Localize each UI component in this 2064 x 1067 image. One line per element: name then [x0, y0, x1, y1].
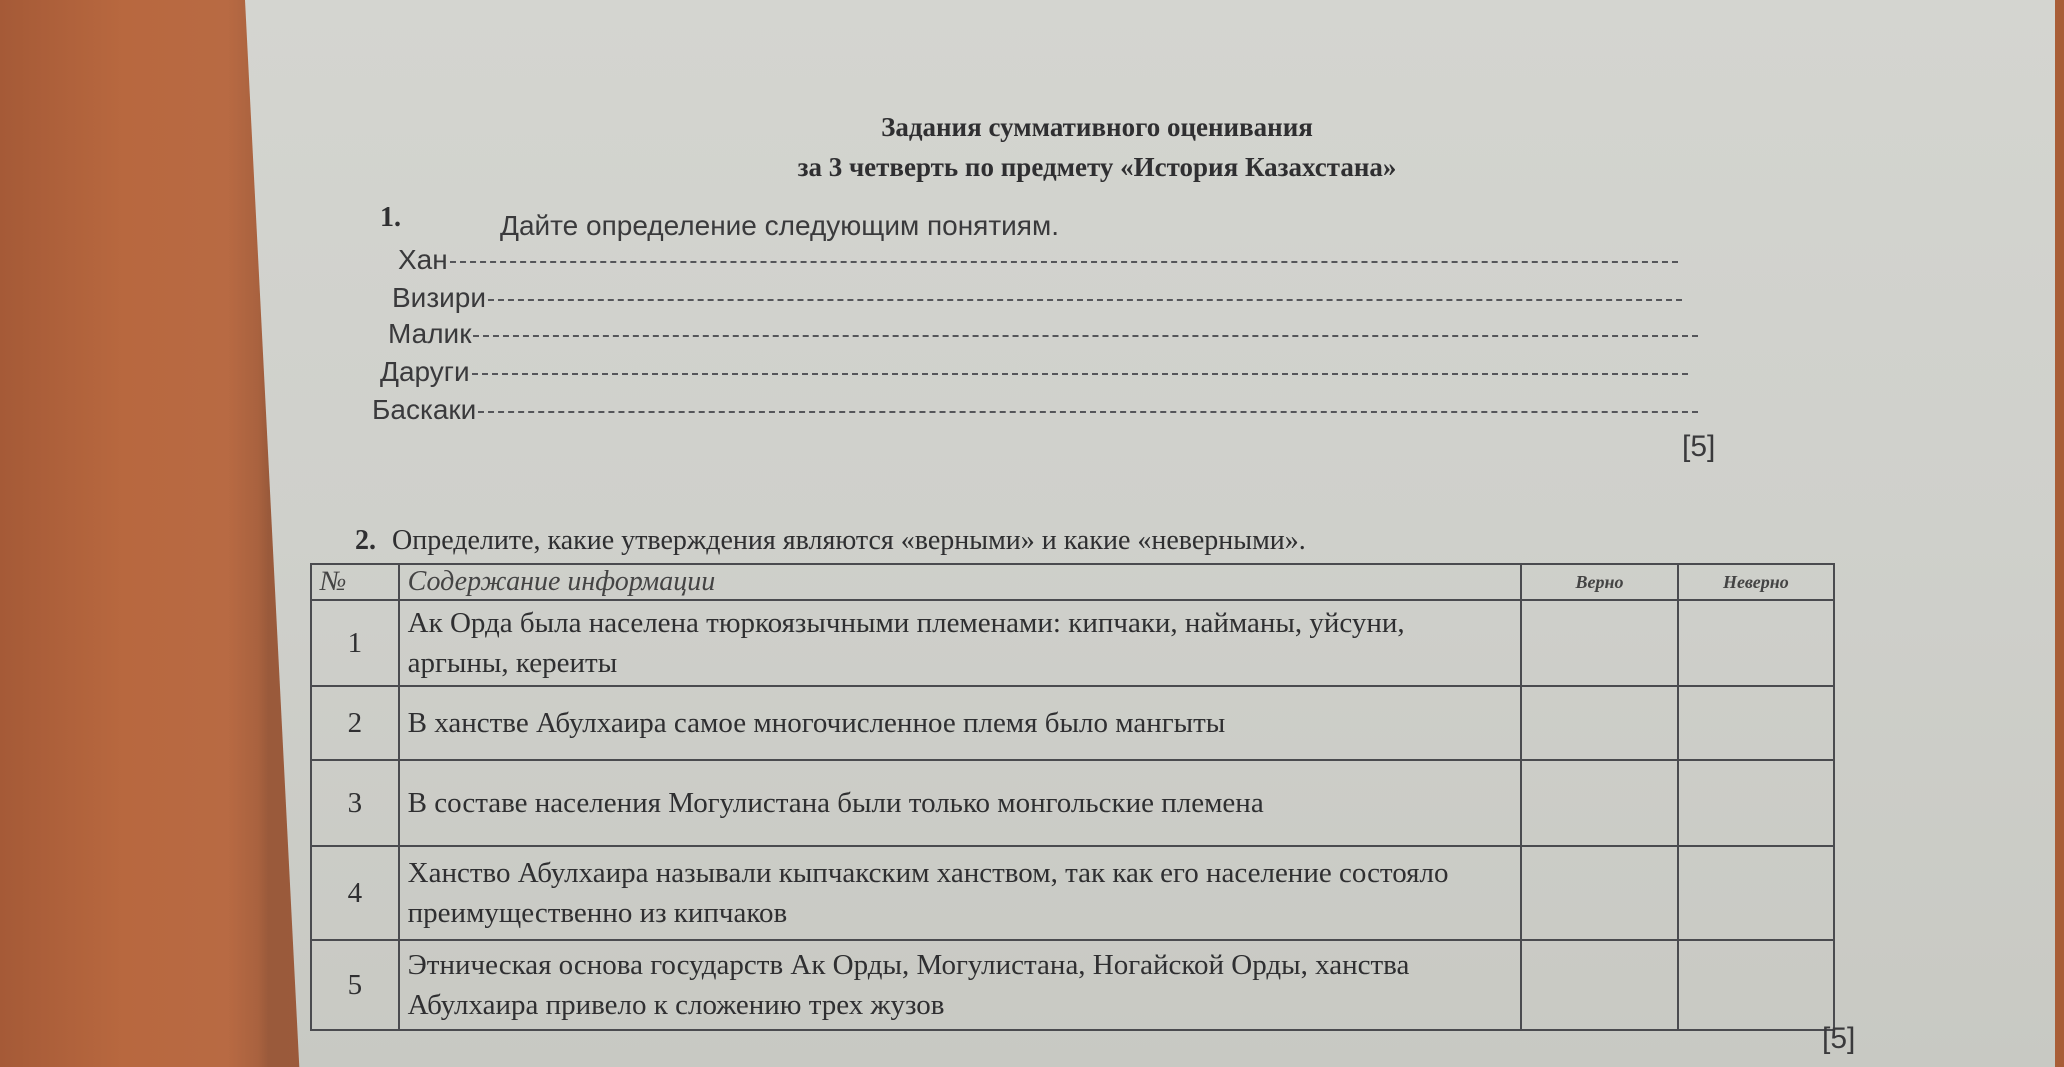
table-row — [311, 600, 1834, 686]
row-number: 1 — [311, 600, 399, 686]
column-true-header: Верно — [1521, 564, 1677, 600]
true-answer-cell[interactable] — [1521, 846, 1677, 940]
term-label: Малик — [388, 318, 472, 349]
task2-heading — [355, 525, 1306, 557]
false-answer-cell[interactable] — [1678, 600, 1834, 686]
answer-line[interactable] — [450, 261, 1678, 263]
row-statement: Ак Орда была населена тюркоязычными племенами: кипчаки, найманы, уйсуни, аргыны, кереиты — [399, 600, 1522, 686]
definition-row-baskaki — [372, 394, 1698, 426]
false-answer-cell[interactable] — [1678, 940, 1834, 1030]
table-row — [311, 760, 1834, 846]
worksheet-subtitle: за 3 четверть по предмету «История Казахстана» — [797, 152, 1397, 182]
false-answer-cell[interactable] — [1678, 846, 1834, 940]
row-number: 3 — [311, 760, 399, 846]
column-number-header: № — [311, 564, 399, 600]
row-statement: Ханство Абулхаира называли кыпчакским ханством, так как его население состояло преимущественно из кипчаков — [399, 846, 1522, 940]
table-row — [311, 686, 1834, 760]
row-number: 4 — [311, 846, 399, 940]
definition-row-viziri — [392, 282, 1682, 314]
task1-number: 1. — [380, 202, 401, 233]
row-statement: В составе населения Могулистана были только монгольские племена — [399, 760, 1522, 846]
false-answer-cell[interactable] — [1678, 760, 1834, 846]
true-answer-cell[interactable] — [1521, 600, 1677, 686]
term-label: Визири — [392, 282, 487, 313]
term-label: Хан — [398, 244, 448, 275]
row-statement: В ханстве Абулхаира самое многочисленное племя было мангыты — [399, 686, 1522, 760]
worksheet-title: Задания суммативного оценивания — [881, 112, 1313, 142]
table-row — [311, 846, 1834, 940]
answer-line[interactable] — [473, 335, 1698, 337]
term-label: Баскаки — [372, 394, 477, 425]
row-number: 5 — [311, 940, 399, 1030]
table-header-row — [311, 564, 1834, 600]
task1-instruction: Дайте определение следующим понятиям. — [500, 210, 1060, 241]
definition-row-malik — [388, 318, 1698, 350]
answer-line[interactable] — [488, 299, 1682, 301]
true-false-table — [310, 563, 1835, 1031]
term-label: Даруги — [380, 356, 470, 387]
true-answer-cell[interactable] — [1521, 940, 1677, 1030]
definition-row-khan — [398, 244, 1678, 276]
column-content-header: Содержание информации — [399, 564, 1522, 600]
table-row — [311, 940, 1834, 1030]
definition-row-darugi — [380, 356, 1688, 388]
task2-score: [5] — [1822, 1022, 1856, 1055]
answer-line[interactable] — [472, 373, 1688, 375]
task2-instruction: Определите, какие утверждения являются «верными» и какие «неверными». — [392, 525, 1306, 556]
false-answer-cell[interactable] — [1678, 686, 1834, 760]
true-answer-cell[interactable] — [1521, 686, 1677, 760]
answer-line[interactable] — [478, 411, 1698, 413]
column-false-header: Неверно — [1678, 564, 1834, 600]
row-statement: Этническая основа государств Ак Орды, Могулистана, Ногайской Орды, ханства Абулхаира привело к сложению трех жузов — [399, 940, 1522, 1030]
task2-number: 2. — [355, 525, 376, 556]
task1-score: [5] — [1682, 430, 1716, 463]
true-answer-cell[interactable] — [1521, 760, 1677, 846]
row-number: 2 — [311, 686, 399, 760]
